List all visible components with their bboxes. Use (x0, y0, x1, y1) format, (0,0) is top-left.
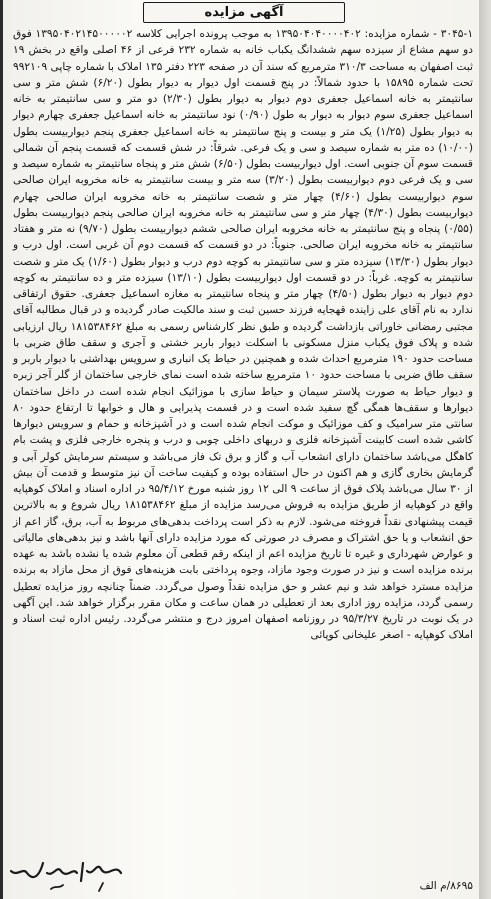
notice-body-text: ۳۰۴۵-۱ - شماره مزایده: ۱۳۹۵۰۴۰۴۰۰۰۰۴۰۲ به موجب پرونده اجرایی کلاسه ۱۳۹۵۰۴۰۲۱۴۵۰۰۰۰۰۲ فوق دو سهم مشاع از سیزده سهم ششدانگ یکباب خانه به شماره ۲۳۲ فرعی از ۴۶ اصلی واقع در بخش ۱۹ ثبت اصفهان به مساحت ۳۱۰/۳ مترمربع که سند آن در صفحه ۲۲۳ دفتر ۱۳۵ املاک با شماره چاپی ۹۹۲۱۰۹ تحت شماره ۱۵۸۹۵ با حدود شمالاً: در پنج قسمت اول دیوار به دیوار بطول (۶/۲۰) شش متر و سی سانتیمتر به خانه اسماعیل جعفری دوم دیوار به دیوار بطول (۲/۳۰) دو متر و سی سانتیمتر به خانه اسماعیل جعفری سوم دیوار به دیوار به طول (۰/۹۰) نود سانتیمتر به خانه اسماعیل جعفری چهارم دیوار به دیوار بطول (۱/۲۵) یک متر و بیست و پنج سانتیمتر به خانه اسماعیل جعفری پنجم دیواربیست بطول (۱۰/۰۰) ده متر به شماره سیصد و سی و یک فرعی. شرقاً: در شش قسمت که قسمت پنجم آن شمالی قسمت سوم آن جنوبی است. اول دیواربیست بطول (۶/۵۰) شش متر و پنجاه سانتیمتر به شماره سیصد و سی و یک فرعی دوم دیواربیست بطول (۳/۲۰) سه متر و بیست سانتیمتر به خانه مخروبه ایران صالحی سوم دیواربیست بطول (۴/۶۰) چهار متر و شصت سانتیمتر به خانه مخروبه ایران صالحی چهارم دیواربیست بطول (۴/۳۰) چهار متر و سی سانتیمتر به خانه مخروبه ایران صالحی پنجم دیواربیست بطول (۰/۵۵) پنجاه و پنج سانتیمتر به خانه مخروبه ایران صالحی ششم دیواربیست بطول (۹/۷۰) نه متر و هفتاد سانتیمتر به خانه مخروبه ایران صالحی. جنوباً: در دو قسمت که قسمت دوم آن غربی است. اول درب و دیوار بطول (۱۳/۳۰) سیزده متر و سی سانتیمتر به کوچه دوم درب و دیوار بطول (۱/۶۰) یک متر و شصت سانتیمتر به کوچه. غرباً: در دو قسمت اول دیواربیست بطول (۱۳/۱۰) سیزده متر و ده سانتیمتر به کوچه دوم دیوار به دیوار بطول (۴/۵۰) چهار متر و پنجاه سانتیمتر به مغازه اسماعیل جعفری. حقوق ارتفاقی ندارد به نام آقای علی زاینده قهجایه فرزند حسین ثبت و سند مالکیت صادر گردیده و در قبال مطالبه آقای مجتبی رمضانی خاوراتی بازداشت گردیده و طبق نظر کارشناس رسمی به مبلغ ۱۸۱۵۳۸۴۶۲ ریال ارزیابی شده و پلاک فوق یکباب منزل مسکونی با اسکلت دیوار باربر خشتی و آجری و سقف طاق ضربی با مساحت حدود ۱۹۰ مترمربع احداث شده و همچنین در حیاط یک انباری و سرویس بهداشتی با دیوار باربر و سقف طاق ضربی با مساحت حدود ۱۰ مترمربع ساخته شده است نمای خارجی ساختمان از گلر آجر زبره و دیوار حیاط به صورت پلاستر سیمان و حیاط سازی با موزائیک انجام شده است در داخل ساختمان دیوارها و سقف‌ها همگی گچ سفید شده است و در قسمت پذیرایی و هال و خوابها تا ارتفاع حدود ۸۰ سانتی متر سرامیک و کف موزائیک و موکت انجام شده است و در آشپزخانه و حمام و سرویس دیوارها کاشی شده است کابینت آشپزخانه فلزی و دربهای داخلی چوبی و درب و پنجره خارجی فلزی و پشت بام کاهگل می‌باشد ساختمان دارای انشعاب آب و گاز و برق تک فاز می‌باشد و سیستم سرمایش کولر آبی و گرمایش بخاری گازی و هم اکنون در حال استفاده بوده و کیفیت ساخت آن نیز متوسط و قدمت آن بیش از ۳۰ سال می‌باشد پلاک فوق از ساعت ۹ الی ۱۲ روز شنبه مورخ ۹۵/۴/۱۲ در اداره اسناد و املاک کوهپایه واقع در کوهپایه از طریق مزایده به فروش می‌رسد مزایده از مبلغ ۱۸۱۵۳۸۴۶۲ ریال شروع و به بالاترین قیمت پیشنهادی نقداً فروخته می‌شود. لازم به ذکر است پرداخت بدهی‌های مربوط به آب، برق، گاز اعم از حق انشعاب و یا حق اشتراک و مصرف در صورتی که مورد مزایده دارای آنها باشد و نیز بدهی‌های مالیاتی و عوارض شهرداری و غیره تا تاریخ مزایده اعم از اینکه رقم قطعی آن معلوم شده یا نشده باشد به عهده برنده مزایده است و نیز در صورت وجود مازاد، وجوه پرداختی بابت هزینه‌های فوق از محل مازاد به برنده مزایده مسترد خواهد شد و نیم عشر و حق مزایده نقداً وصول می‌گردد. ضمناً چنانچه روز مزایده تعطیل رسمی گردد، مزایده روز اداری بعد از تعطیلی در همان ساعت و مکان مقرر برگزار خواهد شد. این آگهی در یک نوبت در تاریخ ۹۵/۳/۲۷ در روزنامه اصفهان امروز درج و منتشر می‌گردد. رئیس اداره ثبت اسناد و املاک کوهپایه - اصغر علیخانی کوپائی (13, 28, 474, 642)
handwritten-note-icon (3, 833, 133, 893)
paper-edge (479, 0, 491, 899)
notice-title: آگهی مزایده (143, 2, 345, 23)
notice-body (13, 26, 473, 644)
footer-code: ۸۶۹۵/م الف (419, 880, 473, 892)
